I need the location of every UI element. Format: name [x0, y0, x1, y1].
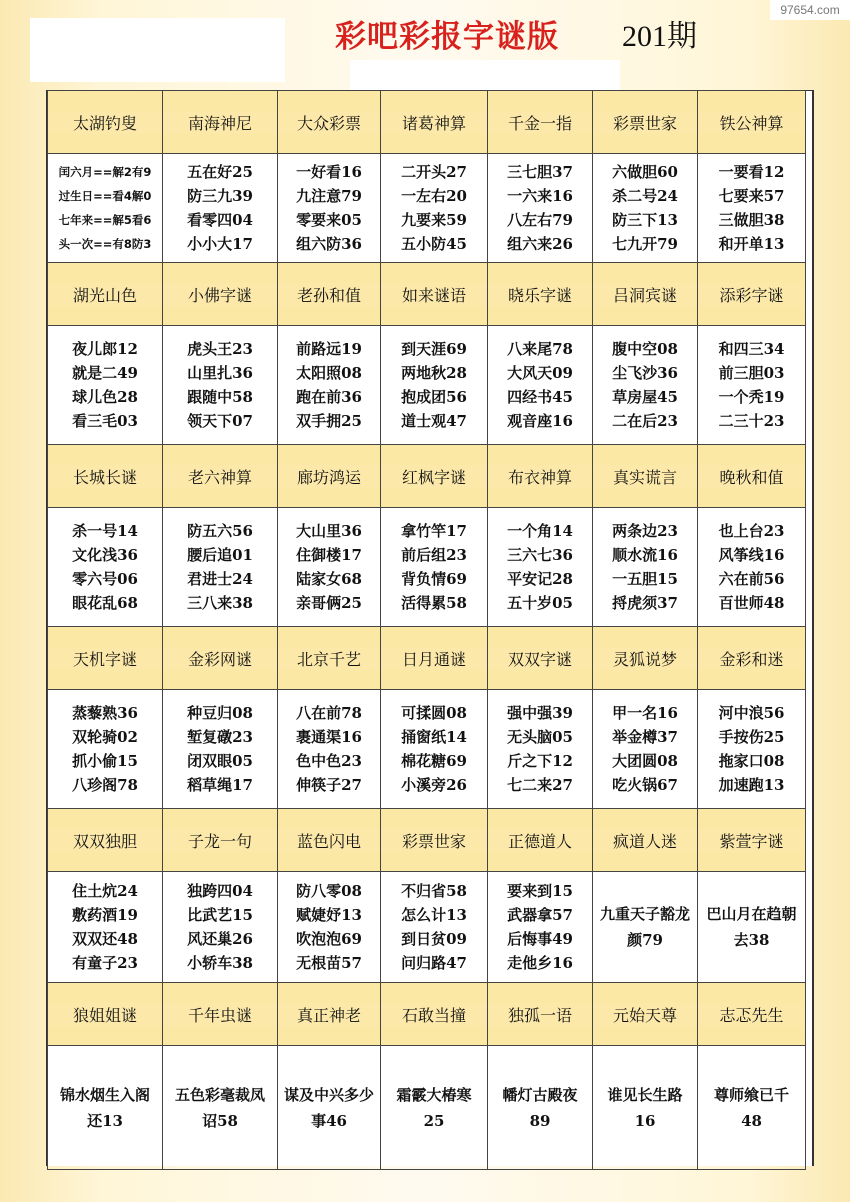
riddle-line: 拖家口08: [718, 752, 785, 770]
riddle-cell: [380, 153, 488, 263]
riddle-line: 裹通渠16: [296, 728, 362, 746]
riddle-line: 双双还48: [72, 930, 138, 948]
riddle-line: 君进士24: [187, 570, 253, 588]
riddle-cell: [47, 507, 163, 627]
riddle-line: 小轿车38: [187, 954, 253, 972]
riddle-cell: [592, 871, 698, 983]
author-name: 湖光山色: [48, 283, 162, 306]
riddle-line: 组六防36: [296, 235, 362, 253]
author-name-cell: [487, 982, 593, 1046]
riddle-line: 山里扎36: [187, 364, 253, 382]
riddle-line: 虎头王23: [187, 340, 253, 358]
riddle-line: 顺水流16: [612, 546, 678, 564]
riddle-line: 活得累58: [401, 594, 467, 612]
author-name: 诸葛神算: [381, 111, 487, 134]
riddle-line: 棉花糖69: [401, 752, 467, 770]
author-name: 天机字谜: [48, 647, 162, 670]
riddle-line: 尊师飨已千48: [713, 1085, 789, 1130]
author-name: 灵狐说梦: [593, 647, 697, 670]
riddle-line: 大山里36: [296, 522, 362, 540]
riddle-cell: [162, 507, 278, 627]
riddle-line: 住土炕24: [72, 882, 138, 900]
riddle-line: 防三九39: [187, 187, 253, 205]
riddle-board: [46, 90, 814, 1166]
riddle-cell: [47, 1045, 163, 1170]
riddle-line: 前三胆03: [718, 364, 785, 382]
author-name: 布衣神算: [488, 465, 592, 488]
author-name-cell: [487, 626, 593, 690]
riddle-line: 八珍阁78: [72, 776, 138, 794]
riddle-line: 蒸藜熟36: [72, 704, 138, 722]
riddle-line: 无根苗57: [296, 954, 362, 972]
author-name-cell: [162, 626, 278, 690]
riddle-line: 两地秋28: [401, 364, 467, 382]
riddle-cell: [162, 689, 278, 809]
riddle-cell: [277, 871, 381, 983]
author-name-cell: [162, 982, 278, 1046]
riddle-line: 腹中空08: [612, 340, 678, 358]
author-name: 正德道人: [488, 829, 592, 852]
author-name-cell: [47, 262, 163, 326]
riddle-cell: [592, 689, 698, 809]
riddle-line: 抓小偷15: [72, 752, 138, 770]
riddle-line: 强中强39: [507, 704, 573, 722]
riddle-line: 五小防45: [401, 235, 467, 253]
riddle-line: 八在前78: [296, 704, 362, 722]
author-name-cell: [277, 626, 381, 690]
author-name: 彩票世家: [593, 111, 697, 134]
riddle-line: 七九开79: [612, 235, 678, 253]
author-name: 日月通谜: [381, 647, 487, 670]
riddle-line: 草房屋45: [612, 388, 678, 406]
riddle-line: 住御楼17: [296, 546, 362, 564]
riddle-line: 小溪旁26: [401, 776, 467, 794]
author-name-cell: [380, 982, 488, 1046]
riddle-line: 就是二49: [72, 364, 138, 382]
riddle-line: 一六来16: [507, 187, 573, 205]
author-name: 廊坊鸿运: [278, 465, 380, 488]
author-name-cell: [277, 90, 381, 154]
riddle-cell: [47, 689, 163, 809]
author-name: 太湖钓叟: [48, 111, 162, 134]
author-name-cell: [47, 444, 163, 508]
riddle-line: 吃火锅67: [612, 776, 678, 794]
riddle-line: 眼花乱68: [72, 594, 138, 612]
riddle-cell: [277, 1045, 381, 1170]
author-name: 志忑先生: [698, 1003, 805, 1026]
riddle-line: 两条边23: [612, 522, 678, 540]
riddle-line: 跟随中58: [187, 388, 253, 406]
riddle-line: 球儿色28: [72, 388, 138, 406]
riddle-line: 组六来26: [507, 235, 573, 253]
blank-banner-left: [30, 18, 285, 82]
riddle-line: 文化浅36: [72, 546, 138, 564]
riddle-line: 到天涯69: [401, 340, 467, 358]
riddle-cell: [487, 871, 593, 983]
riddle-row: [48, 1046, 812, 1170]
riddle-line: 二开头27: [401, 163, 467, 181]
author-name: 疯道人迷: [593, 829, 697, 852]
author-name-cell: [697, 808, 806, 872]
author-name: 石敢当撞: [381, 1003, 487, 1026]
riddle-cell: [380, 1045, 488, 1170]
riddle-line: 举金樽37: [612, 728, 678, 746]
riddle-line: 头一次==有8防3: [58, 237, 152, 251]
author-name: 千金一指: [488, 111, 592, 134]
site-watermark: 97654.com: [770, 0, 850, 20]
header-row: [48, 445, 812, 508]
riddle-cell: [162, 871, 278, 983]
riddle-line: 捅窗纸14: [401, 728, 467, 746]
riddle-line: 五十岁05: [507, 594, 573, 612]
riddle-line: 走他乡16: [507, 954, 573, 972]
riddle-line: 和开单13: [718, 235, 785, 253]
author-name-cell: [487, 262, 593, 326]
author-name: 双双字谜: [488, 647, 592, 670]
author-name: 真正神老: [278, 1003, 380, 1026]
riddle-line: 过生日==看4解0: [58, 189, 152, 203]
riddle-cell: [277, 153, 381, 263]
riddle-line: 前路远19: [296, 340, 362, 358]
author-name-cell: [487, 90, 593, 154]
author-name: 双双独胆: [48, 829, 162, 852]
riddle-line: 看三毛03: [72, 412, 138, 430]
riddle-line: 三七胆37: [507, 163, 573, 181]
riddle-line: 背负情69: [401, 570, 467, 588]
author-name-cell: [380, 444, 488, 508]
riddle-line: 问归路47: [401, 954, 467, 972]
riddle-line: 七要来57: [718, 187, 785, 205]
riddle-line: 八来尾78: [507, 340, 573, 358]
riddle-line: 亲哥俩25: [296, 594, 362, 612]
author-name-cell: [380, 808, 488, 872]
riddle-line: 谁见长生路16: [607, 1085, 683, 1130]
header-row: [48, 983, 812, 1046]
riddle-line: 二三十23: [718, 412, 785, 430]
author-name-cell: [592, 262, 698, 326]
author-name: 小佛字谜: [163, 283, 277, 306]
author-name-cell: [277, 808, 381, 872]
riddle-line: 防五六56: [187, 522, 253, 540]
header-row: [48, 627, 812, 690]
author-name: 金彩和迷: [698, 647, 805, 670]
riddle-line: 种豆归08: [187, 704, 253, 722]
riddle-line: 有童子23: [72, 954, 138, 972]
author-name-cell: [592, 90, 698, 154]
riddle-line: 风筝线16: [718, 546, 785, 564]
author-name-cell: [697, 626, 806, 690]
issue-number: 201期: [622, 20, 697, 53]
author-name: 晓乐字谜: [488, 283, 592, 306]
riddle-line: 八左右79: [507, 211, 573, 229]
riddle-line: 到日贫09: [401, 930, 467, 948]
riddle-line: 大团圆08: [612, 752, 678, 770]
riddle-cell: [162, 325, 278, 445]
riddle-line: 捋虎须37: [612, 594, 678, 612]
riddle-line: 五色彩毫裁凤诏58: [174, 1085, 265, 1130]
riddle-line: 道士观47: [401, 412, 467, 430]
riddle-line: 霜霰大椿寒25: [396, 1085, 472, 1130]
riddle-cell: [487, 153, 593, 263]
riddle-line: 五在好25: [187, 163, 253, 181]
riddle-line: 比武艺15: [187, 906, 253, 924]
riddle-cell: [697, 1045, 806, 1170]
blank-banner-center: [350, 60, 620, 90]
riddle-line: 双手拥25: [296, 412, 362, 430]
riddle-line: 一五胆15: [612, 570, 678, 588]
riddle-line: 一个秃19: [718, 388, 785, 406]
riddle-line: 九要来59: [401, 211, 467, 229]
author-name-cell: [277, 444, 381, 508]
riddle-line: 敷药酒19: [72, 906, 138, 924]
riddle-cell: [592, 1045, 698, 1170]
riddle-line: 风还巢26: [187, 930, 253, 948]
header-row: [48, 263, 812, 326]
author-name: 老孙和值: [278, 283, 380, 306]
riddle-line: 小小大17: [187, 235, 253, 253]
riddle-cell: [47, 871, 163, 983]
author-name-cell: [697, 444, 806, 508]
riddle-line: 七年来==解5看6: [58, 213, 152, 227]
riddle-line: 幡灯古殿夜89: [502, 1085, 578, 1130]
riddle-line: 要来到15: [507, 882, 573, 900]
riddle-cell: [487, 689, 593, 809]
riddle-cell: [380, 325, 488, 445]
riddle-line: 杀二号24: [612, 187, 678, 205]
author-name-cell: [592, 626, 698, 690]
riddle-line: 零要来05: [296, 211, 362, 229]
riddle-line: 吹泡泡69: [296, 930, 362, 948]
author-name-cell: [162, 444, 278, 508]
author-name-cell: [277, 982, 381, 1046]
author-name-cell: [162, 808, 278, 872]
riddle-line: 武器拿57: [507, 906, 573, 924]
riddle-line: 一个角14: [507, 522, 573, 540]
riddle-row: [48, 326, 812, 445]
author-name-cell: [487, 444, 593, 508]
riddle-row: [48, 872, 812, 983]
riddle-line: 怎么计13: [401, 906, 467, 924]
author-name-cell: [592, 444, 698, 508]
riddle-cell: [162, 153, 278, 263]
author-name: 紫萱字谜: [698, 829, 805, 852]
riddle-line: 三六七36: [507, 546, 573, 564]
riddle-cell: [697, 689, 806, 809]
riddle-cell: [697, 871, 806, 983]
riddle-row: [48, 690, 812, 809]
riddle-line: 拿竹竿17: [401, 522, 467, 540]
author-name: 子龙一句: [163, 829, 277, 852]
riddle-line: 双轮骑02: [72, 728, 138, 746]
riddle-line: 独跨四04: [187, 882, 253, 900]
riddle-line: 河中浪56: [718, 704, 785, 722]
author-name-cell: [487, 808, 593, 872]
riddle-line: 伸筷子27: [296, 776, 362, 794]
riddle-line: 一要看12: [718, 163, 785, 181]
author-name: 如来谜语: [381, 283, 487, 306]
riddle-line: 不归省58: [401, 882, 467, 900]
riddle-line: 六在前56: [718, 570, 785, 588]
author-name: 长城长谜: [48, 465, 162, 488]
riddle-cell: [487, 325, 593, 445]
riddle-line: 杀一号14: [72, 522, 138, 540]
author-name-cell: [47, 90, 163, 154]
riddle-cell: [277, 689, 381, 809]
riddle-line: 六做胆60: [612, 163, 678, 181]
author-name: 大众彩票: [278, 111, 380, 134]
riddle-line: 斤之下12: [507, 752, 573, 770]
riddle-line: 三八来38: [187, 594, 253, 612]
riddle-line: 色中色23: [296, 752, 362, 770]
riddle-line: 稻草绳17: [187, 776, 253, 794]
author-name: 真实谎言: [593, 465, 697, 488]
riddle-line: 腰后追01: [187, 546, 253, 564]
riddle-line: 九注意79: [296, 187, 362, 205]
riddle-line: 夜儿郎12: [72, 340, 138, 358]
author-name: 添彩字谜: [698, 283, 805, 306]
riddle-line: 百世师48: [718, 594, 785, 612]
author-name-cell: [47, 982, 163, 1046]
riddle-cell: [592, 153, 698, 263]
riddle-line: 抱成团56: [401, 388, 467, 406]
author-name: 彩票世家: [381, 829, 487, 852]
riddle-cell: [697, 153, 806, 263]
author-name-cell: [162, 262, 278, 326]
riddle-line: 太阳照08: [296, 364, 362, 382]
page-title: 彩吧彩报字谜版: [335, 19, 559, 55]
riddle-line: 一左右20: [401, 187, 467, 205]
riddle-cell: [592, 507, 698, 627]
riddle-line: 后悔事49: [507, 930, 573, 948]
riddle-line: 四经书45: [507, 388, 573, 406]
riddle-cell: [380, 689, 488, 809]
riddle-row: [48, 154, 812, 263]
author-name: 铁公神算: [698, 111, 805, 134]
riddle-cell: [487, 507, 593, 627]
author-name: 北京千艺: [278, 647, 380, 670]
riddle-row: [48, 508, 812, 627]
author-name: 狼姐姐谜: [48, 1003, 162, 1026]
author-name-cell: [47, 808, 163, 872]
author-name: 独孤一语: [488, 1003, 592, 1026]
riddle-line: 可揉圆08: [401, 704, 467, 722]
riddle-line: 尘飞沙36: [612, 364, 678, 382]
riddle-line: 甲一名16: [612, 704, 678, 722]
author-name-cell: [697, 90, 806, 154]
header-row: [48, 809, 812, 872]
riddle-line: 一好看16: [296, 163, 362, 181]
author-name: 老六神算: [163, 465, 277, 488]
author-name-cell: [380, 262, 488, 326]
riddle-line: 前后组23: [401, 546, 467, 564]
riddle-line: 谋及中兴多少事46: [284, 1085, 375, 1130]
riddle-line: 堑复礅23: [187, 728, 253, 746]
riddle-cell: [592, 325, 698, 445]
riddle-line: 锦水烟生入阁还13: [59, 1085, 150, 1130]
riddle-line: 看零四04: [187, 211, 253, 229]
riddle-line: 陆家女68: [296, 570, 362, 588]
riddle-cell: [697, 325, 806, 445]
riddle-line: 零六号06: [72, 570, 138, 588]
author-name: 南海神尼: [163, 111, 277, 134]
riddle-line: 和四三34: [718, 340, 785, 358]
author-name-cell: [592, 808, 698, 872]
riddle-cell: [162, 1045, 278, 1170]
riddle-cell: [487, 1045, 593, 1170]
author-name-cell: [697, 262, 806, 326]
riddle-cell: [277, 507, 381, 627]
riddle-line: 七二来27: [507, 776, 573, 794]
riddle-line: 二在后23: [612, 412, 678, 430]
riddle-line: 九重天子豁龙颜79: [599, 905, 690, 949]
riddle-line: 跑在前36: [296, 388, 362, 406]
author-name: 吕洞宾谜: [593, 283, 697, 306]
author-name-cell: [47, 626, 163, 690]
riddle-cell: [380, 871, 488, 983]
author-name-cell: [380, 90, 488, 154]
riddle-line: 巴山月在趋朝去38: [706, 905, 797, 949]
author-name: 千年虫谜: [163, 1003, 277, 1026]
author-name: 金彩网谜: [163, 647, 277, 670]
riddle-line: 赋婕妤13: [296, 906, 362, 924]
riddle-cell: [277, 325, 381, 445]
riddle-line: 也上台23: [718, 522, 785, 540]
riddle-line: 无头脑05: [507, 728, 573, 746]
riddle-line: 大风天09: [507, 364, 573, 382]
author-name-cell: [592, 982, 698, 1046]
riddle-cell: [47, 153, 163, 263]
riddle-line: 加速跑13: [718, 776, 785, 794]
author-name-cell: [162, 90, 278, 154]
header-row: [48, 91, 812, 154]
riddle-line: 防三下13: [612, 211, 678, 229]
author-name: 蓝色闪电: [278, 829, 380, 852]
riddle-line: 观音座16: [507, 412, 573, 430]
riddle-line: 闭双眼05: [187, 752, 253, 770]
author-name-cell: [697, 982, 806, 1046]
riddle-cell: [47, 325, 163, 445]
riddle-line: 手按伤25: [718, 728, 785, 746]
riddle-cell: [697, 507, 806, 627]
riddle-line: 平安记28: [507, 570, 573, 588]
author-name-cell: [380, 626, 488, 690]
author-name-cell: [277, 262, 381, 326]
author-name: 红枫字谜: [381, 465, 487, 488]
riddle-line: 闰六月==解2有9: [58, 165, 152, 179]
riddle-line: 防八零08: [296, 882, 362, 900]
riddle-line: 三做胆38: [718, 211, 785, 229]
author-name: 晚秋和值: [698, 465, 805, 488]
riddle-cell: [380, 507, 488, 627]
author-name: 元始天尊: [593, 1003, 697, 1026]
riddle-line: 领天下07: [187, 412, 253, 430]
